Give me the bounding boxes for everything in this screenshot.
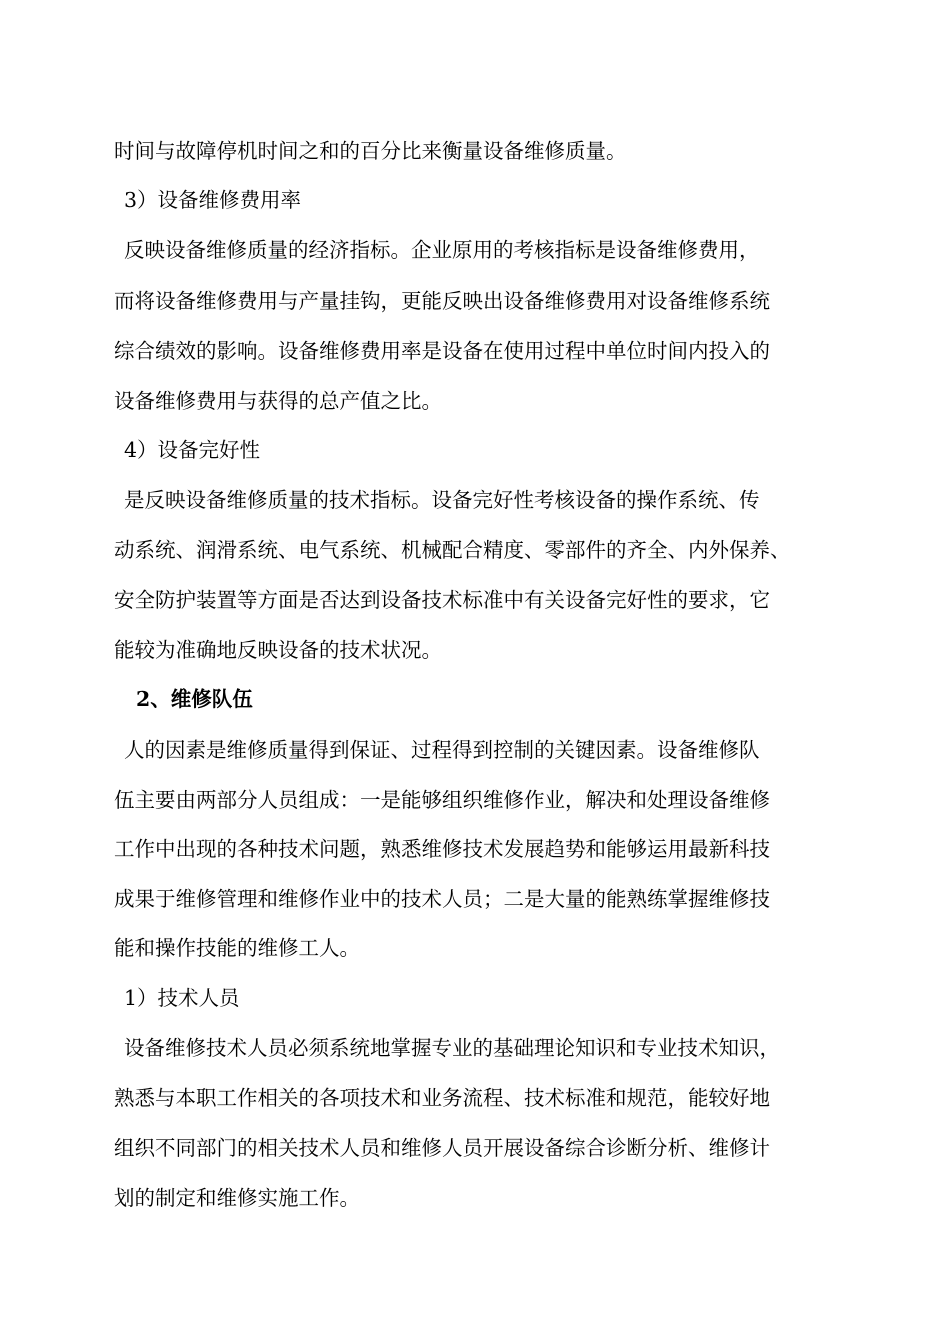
paragraph-line: 能和操作技能的维修工人。 [114,936,360,960]
paragraph-line: 设备维修费用与获得的总产值之比。 [114,389,442,413]
paragraph-line: 是反映设备维修质量的技术指标。设备完好性考核设备的操作系统、传 [124,488,760,512]
paragraph-line: 时间与故障停机时间之和的百分比来衡量设备维修质量。 [114,139,627,163]
paragraph-line: 伍主要由两部分人员组成：一是能够组织维修作业，解决和处理设备维修 [114,788,770,812]
paragraph-line: 工作中出现的各种技术问题，熟悉维修技术发展趋势和能够运用最新科技 [114,837,770,861]
paragraph-line: 安全防护装置等方面是否达到设备技术标准中有关设备完好性的要求，它 [114,588,770,612]
paragraph-line: 反映设备维修质量的经济指标。企业原用的考核指标是设备维修费用， [124,238,760,262]
paragraph-line: 成果于维修管理和维修作业中的技术人员；二是大量的能熟练掌握维修技 [114,887,770,911]
subheading-equipment-integrity: 4）设备完好性 [124,438,261,462]
paragraph-line: 能较为准确地反映设备的技术状况。 [114,638,442,662]
subheading-technical-staff: 1）技术人员 [124,986,240,1010]
paragraph-line: 划的制定和维修实施工作。 [114,1186,360,1210]
section-heading-maintenance-team: 2、维修队伍 [136,687,253,711]
paragraph-line: 组织不同部门的相关技术人员和维修人员开展设备综合诊断分析、维修计 [114,1136,770,1160]
paragraph-line: 设备维修技术人员必须系统地掌握专业的基础理论知识和专业技术知识， [124,1036,780,1060]
subheading-maintenance-cost-rate: 3）设备维修费用率 [124,188,302,212]
paragraph-line: 综合绩效的影响。设备维修费用率是设备在使用过程中单位时间内投入的 [114,339,770,363]
paragraph-line: 人的因素是维修质量得到保证、过程得到控制的关键因素。设备维修队 [124,738,760,762]
paragraph-line: 而将设备维修费用与产量挂钩，更能反映出设备维修费用对设备维修系统 [114,289,770,313]
paragraph-line: 动系统、润滑系统、电气系统、机械配合精度、零部件的齐全、内外保养、 [114,538,791,562]
paragraph-line: 熟悉与本职工作相关的各项技术和业务流程、技术标准和规范，能较好地 [114,1086,770,1110]
